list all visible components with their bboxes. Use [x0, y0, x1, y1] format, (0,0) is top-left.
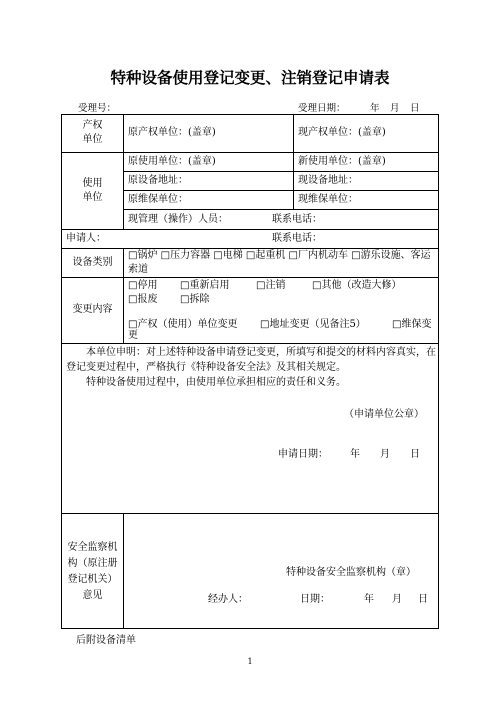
user-unit-label-2: 单位 [82, 192, 103, 203]
col-divider [123, 513, 124, 628]
col-divider [293, 115, 294, 152]
change-option-maintenance-change-tail: 更 [128, 330, 138, 341]
row-divider [123, 190, 438, 191]
change-content-label: 变更内容 [72, 304, 113, 315]
old-maintenance-unit: 原维保单位： [128, 194, 188, 205]
row-divider [62, 343, 438, 344]
declaration-text [66, 345, 436, 390]
ownership-label-2: 单位 [82, 134, 103, 145]
declaration-paragraph-1: 本单位申明：对上述特种设备申请登记变更，所填写和提交的材料内容真实，在登记变更过程中，严格执行《特种设备安全法》及其相关规定。 [66, 347, 436, 373]
old-owner-unit: 原产权单位：(盖章) [128, 127, 216, 138]
col-divider [123, 115, 124, 229]
acceptance-date-label: 受理日期： [298, 103, 346, 114]
acceptance-year: 年 [370, 103, 380, 114]
old-user-unit: 原使用单位：(盖章) [128, 156, 216, 167]
user-unit-label-1: 使用 [82, 178, 103, 189]
handler-label: 经办人： [208, 594, 248, 605]
apply-day: 日 [410, 449, 420, 460]
supervision-label-3: 登记机关） [67, 574, 118, 585]
change-option-other: □其他（改造大修） [312, 280, 402, 291]
apply-date-label: 申请日期： [278, 449, 328, 460]
col-divider [293, 152, 294, 209]
change-option-dismantle: □拆除 [180, 294, 210, 305]
apply-year: 年 [350, 449, 360, 460]
supervision-label-2: 构（原注册 [67, 558, 118, 569]
new-maintenance-unit: 现维保单位： [298, 194, 358, 205]
supervision-date-label: 日期： [300, 594, 330, 605]
change-option-cancel: □注销 [256, 280, 286, 291]
supervision-year: 年 [364, 594, 374, 605]
row-divider [62, 277, 438, 278]
manager-phone: 联系电话： [272, 214, 322, 225]
page-title: 特种设备使用登记变更、注销登记申请表 [110, 69, 390, 87]
new-address: 现设备地址： [298, 175, 358, 186]
change-option-address-change: □地址变更（见备注5） [260, 319, 366, 330]
ownership-label-1: 产权 [82, 120, 103, 131]
equipment-category-options: □锅炉 □压力容器 □电梯 □起重机 □厂内机动车 □游乐设施、客运索道 [128, 250, 431, 275]
change-option-suspend: □停用 [128, 280, 158, 291]
page-number: 1 [247, 657, 253, 666]
row-divider [62, 513, 438, 514]
new-user-unit: 新使用单位：(盖章) [298, 156, 386, 167]
attached-equipment-list: 后附设备清单 [76, 635, 136, 646]
supervision-day: 日 [418, 594, 428, 605]
new-owner-unit: 现产权单位：(盖章) [298, 127, 386, 138]
old-address: 原设备地址： [128, 175, 188, 186]
change-option-owner-change: □产权（使用）单位变更 [128, 319, 238, 330]
application-form [61, 114, 439, 629]
row-divider [62, 152, 438, 153]
acceptance-no-label: 受理号： [78, 103, 117, 114]
change-option-reactivate: □重新启用 [180, 280, 230, 291]
row-divider [123, 209, 438, 210]
acceptance-day: 日 [410, 103, 420, 114]
applicant-phone: 联系电话： [272, 233, 322, 244]
supervision-agency-seal: 特种设备安全监察机构（章） [286, 567, 416, 578]
declaration-paragraph-2: 特种设备使用过程中，由使用单位承担相应的责任和义务。 [86, 377, 346, 388]
row-divider [123, 171, 438, 172]
current-manager: 现管理（操作）人员： [128, 214, 228, 225]
supervision-month: 月 [392, 594, 402, 605]
change-option-scrap: □报废 [128, 294, 158, 305]
applicant-seal: （申请单位公章） [344, 409, 424, 420]
row-divider [62, 229, 438, 230]
supervision-label-1: 安全监察机 [67, 542, 118, 553]
applicant-label: 申请人： [66, 233, 106, 244]
col-divider [123, 248, 124, 343]
apply-month: 月 [380, 449, 390, 460]
supervision-label-4: 意见 [82, 590, 103, 601]
acceptance-month: 月 [390, 103, 400, 114]
change-option-maintenance-change: □维保变 [392, 319, 432, 330]
equipment-category-label: 设备类别 [72, 257, 113, 268]
